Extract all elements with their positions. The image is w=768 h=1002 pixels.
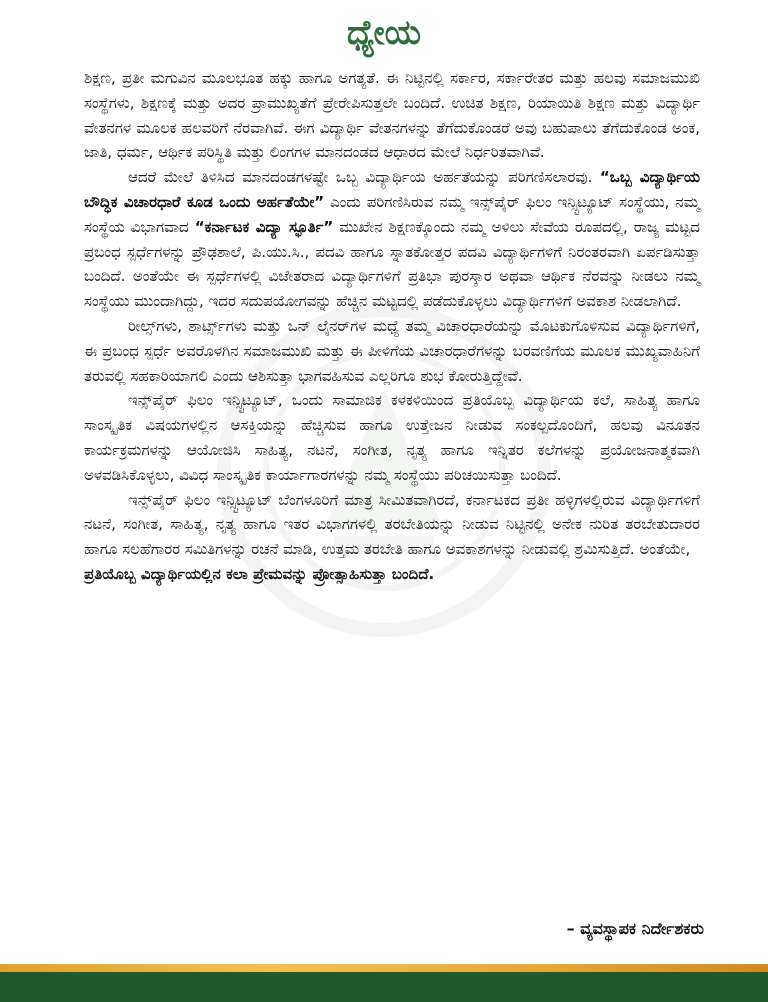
page-title: ಧ್ಯೇಯ bbox=[346, 13, 422, 53]
paragraph-cultural-workshops: ಇನ್ಸ್‌ಪೈರ್ ಫಿಲಂ ಇನ್ಸ್ಟಿಟ್ಯೂಟ್, ಒಂದು ಸಾಮಾಜಿಕ ಕಳಕಳಿಯಿಂದ ಪ್ರತಿಯೊಬ್ಬ ವಿದ್ಯಾರ್ಥಿಯ ಕಲೆ, ಸಾಹಿತ್ಯ ಹಾಗೂ ಸಾಂಸ್ಕೃತಿಕ ವಿಷಯಗಳಲ್ಲಿನ ಆಸಕ್ತಿಯನ್ನು ಹೆಚ್ಚಿಸುವ ಹಾಗೂ ಉತ್ತೇಜನ ನೀಡುವ ಸಂಕಲ್ಪದೊಂದಿಗೆ, ಹಲವು ವಿನೂತನ ಕಾರ್ಯಕ್ರಮಗಳನ್ನು ಆಯೋಜಿಸಿ ಸಾಹಿತ್ಯ, ನಟನೆ, ಸಂಗೀತ, ನೃತ್ಯ ಹಾಗೂ ಇನ್ನಿತರ ಕಲೆಗಳನ್ನು ಪ್ರಯೋಜನಾತ್ಮಕವಾಗಿ ಅಳವಡಿಸಿಕೊಳ್ಳಲು, ವಿವಿಧ ಸಾಂಸ್ಕೃತಿಕ ಕಾರ್ಯಾಗಾರಗಳನ್ನು ನಮ್ಮ ಸಂಸ್ಥೆಯು ಪರಿಚಯಿಸುತ್ತಾ ಬಂದಿದೆ. bbox=[84, 391, 700, 484]
paragraph-reels: ರೀಲ್ಸ್‌ಗಳು, ಶಾರ್ಟ್ಸ್‌ಗಳು ಮತ್ತು ಒನ್ ಲೈನರ್‌ಗಳ ಮಧ್ಯೆ ತಮ್ಮ ವಿಚಾರಧಾರೆಯನ್ನು ಮೊಟಕುಗೊಳಿಸುವ ವಿದ್ಯಾರ್ಥಿಗಳಿಗೆ, ಈ ಪ್ರಬಂಧ ಸ್ಪರ್ಧೆ ಅವರೊಳಗಿನ ಸಮಾಜಮುಖಿ ಮತ್ತು ಈ ಪೀಳಿಗೆಯ ವಿಚಾರಧಾರೆಗಳನ್ನು ಬರವಣಿಗೆಯ ಮೂಲಕ ಮುಖ್ಯವಾಹಿನಿಗೆ ತರುವಲ್ಲಿ ಸಹಕಾರಿಯಾಗಲಿ ಎಂದು ಆಶಿಸುತ್ತಾ ಭಾಗವಹಿಸುವ ಎಲ್ಲರಿಗೂ ಶುಭ ಕೋರುತ್ತಿದ್ದೇವೆ. bbox=[84, 316, 700, 385]
footer-band bbox=[0, 964, 768, 1002]
paragraph-merit-rest: ಮುಖೇನ ಶಿಕ್ಷಣಕ್ಕೊಂದು ನಮ್ಮ ಅಳಿಲು ಸೇವೆಯ ರೂಪದಲ್ಲಿ, ರಾಜ್ಯ ಮಟ್ಟದ ಪ್ರಬಂಧ ಸ್ಪರ್ಧೆಗಳನ್ನು ಪ್ರೌಢಶಾಲೆ, ಪಿ.ಯು.ಸಿ., ಪದವಿ ಹಾಗೂ ಸ್ನಾತಕೋತ್ತರ ಪದವಿ ವಿದ್ಯಾರ್ಥಿಗಳಿಗೆ ನಿರಂತರವಾಗಿ ಏರ್ಪಡಿಸುತ್ತಾ ಬಂದಿದೆ. ಅಂತೆಯೇ ಈ ಸ್ಪರ್ಧೆಗಳಲ್ಲಿ ವಿಜೇತರಾದ ವಿದ್ಯಾರ್ಥಿಗಳಿಗೆ ಪ್ರತಿಭಾ ಪುರಸ್ಕಾರ ಅಥವಾ ಆರ್ಥಿಕ ನೆರವನ್ನು ನೀಡಲು ನಮ್ಮ ಸಂಸ್ಥೆಯು ಮುಂದಾಗಿದ್ದು, ಇದರ ಸದುಪಯೋಗವನ್ನು ಹೆಚ್ಚಿನ ಮಟ್ಟದಲ್ಲಿ ಪಡೆದುಕೊಳ್ಳಲು ವಿದ್ಯಾರ್ಥಿಗಳಿಗೆ ಅವಕಾಶ ನೀಡಲಾಗಿದೆ. bbox=[84, 217, 700, 311]
paragraph-merit-intro: ಆದರೆ ಮೇಲೆ ತಿಳಿಸಿದ ಮಾನದಂಡಗಳಷ್ಟೇ ಒಬ್ಬ ವಿದ್ಯಾರ್ಥಿಯ ಅರ್ಹತೆಯನ್ನು ಪರಿಗಣಿಸಲಾರವು. bbox=[128, 168, 600, 187]
signature: – ವ್ಯವಸ್ಥಾಪಕ ನಿರ್ದೇಶಕರು bbox=[566, 919, 704, 938]
merit-quote: “ಒಬ್ಬ ವಿದ್ಯಾರ್ಥಿಯ ಬೌದ್ಧಿಕ ವಿಚಾರಧಾರೆ ಕೂಡ ಒಂದು ಅರ್ಹತೆಯೇ” bbox=[84, 168, 701, 211]
paragraph-merit-middle: ಎಂದು ಪರಿಗಣಿಸಿರುವ ನಮ್ಮ ಇನ್ಸ್‌ಪೈರ್ ಫಿಲಂ ಇನ್ಸ್ಟಿಟ್ಯೂಟ್ ಸಂಸ್ಥೆಯು, ನಮ್ಮ ಸಂಸ್ಥೆಯ ವಿಭಾಗವಾದ bbox=[84, 192, 700, 236]
document-body bbox=[84, 66, 700, 587]
paragraph-education-rights: ಶಿಕ್ಷಣ, ಪ್ರತೀ ಮಗುವಿನ ಮೂಲಭೂತ ಹಕ್ಕು ಹಾಗೂ ಅಗತ್ಯತೆ. ಈ ನಿಟ್ಟಿನಲ್ಲಿ ಸರ್ಕಾರ, ಸರ್ಕಾರೇತರ ಮತ್ತು ಹಲವು ಸಮಾಜಮುಖಿ ಸಂಸ್ಥೆಗಳು, ಶಿಕ್ಷಣಕ್ಕೆ ಮತ್ತು ಅದರ ಪ್ರಾಮುಖ್ಯತೆಗೆ ಪ್ರೇರೇಪಿಸುತ್ತಲೇ ಬಂದಿದೆ. ಉಚಿತ ಶಿಕ್ಷಣ, ರಿಯಾಯಿತಿ ಶಿಕ್ಷಣ ಮತ್ತು ವಿದ್ಯಾರ್ಥಿ ವೇತನಗಳ ಮೂಲಕ ಹಲವರಿಗೆ ನೆರವಾಗಿವೆ. ಈಗ ವಿದ್ಯಾರ್ಥಿ ವೇತನಗಳನ್ನು ತೆಗೆದುಕೊಂಡರೆ ಅವು ಬಹುಪಾಲು ತೆಗೆದುಕೊಂಡ ಅಂಕ, ಜಾತಿ, ಧರ್ಮ, ಆರ್ಥಿಕ ಪರಿಸ್ಥಿತಿ ಮತ್ತು ಲಿಂಗಗಳ ಮಾನದಂಡದ ಆಧಾರದ ಮೇಲೆ ನಿರ್ಧರಿತವಾಗಿವೆ. bbox=[84, 69, 700, 162]
closing-statement: ಪ್ರತಿಯೊಬ್ಬ ವಿದ್ಯಾರ್ಥಿಯಲ್ಲಿನ ಕಲಾ ಪ್ರೇಮವನ್ನು ಪ್ರೋತ್ಸಾಹಿಸುತ್ತಾ ಬಂದಿದೆ. bbox=[84, 564, 435, 583]
paragraph-village-training: ಇನ್ಸ್‌ಪೈರ್ ಫಿಲಂ ಇನ್ಸ್ಟಿಟ್ಯೂಟ್ ಬೆಂಗಳೂರಿಗೆ ಮಾತ್ರ ಸೀಮಿತವಾಗಿರದೆ, ಕರ್ನಾಟಕದ ಪ್ರತೀ ಹಳ್ಳಿಗಳಲ್ಲಿರುವ ವಿದ್ಯಾರ್ಥಿಗಳಿಗೆ ನಟನೆ, ಸಂಗೀತ, ಸಾಹಿತ್ಯ, ನೃತ್ಯ ಹಾಗೂ ಇತರ ವಿಭಾಗಗಳಲ್ಲಿ ತರಬೇತಿಯನ್ನು ನೀಡುವ ನಿಟ್ಟಿನಲ್ಲಿ ಅನೇಕ ನುರಿತ ತರಬೇತುದಾರರ ಹಾಗೂ ಸಲಹೆಗಾರರ ಸಮಿತಿಗಳನ್ನು ರಚನೆ ಮಾಡಿ, ಉತ್ತಮ ತರಬೇತಿ ಹಾಗೂ ಅವಕಾಶಗಳನ್ನು ನೀಡುವಲ್ಲಿ ಶ್ರಮಿಸುತ್ತಿದೆ. ಅಂತೆಯೇ, bbox=[84, 490, 700, 559]
footer-gold-stripe bbox=[0, 964, 768, 972]
program-name: “ಕರ್ನಾಟಕ ವಿದ್ಯಾ ಸ್ಫೂರ್ತಿ” bbox=[194, 217, 334, 236]
paragraph-merit bbox=[84, 165, 700, 314]
